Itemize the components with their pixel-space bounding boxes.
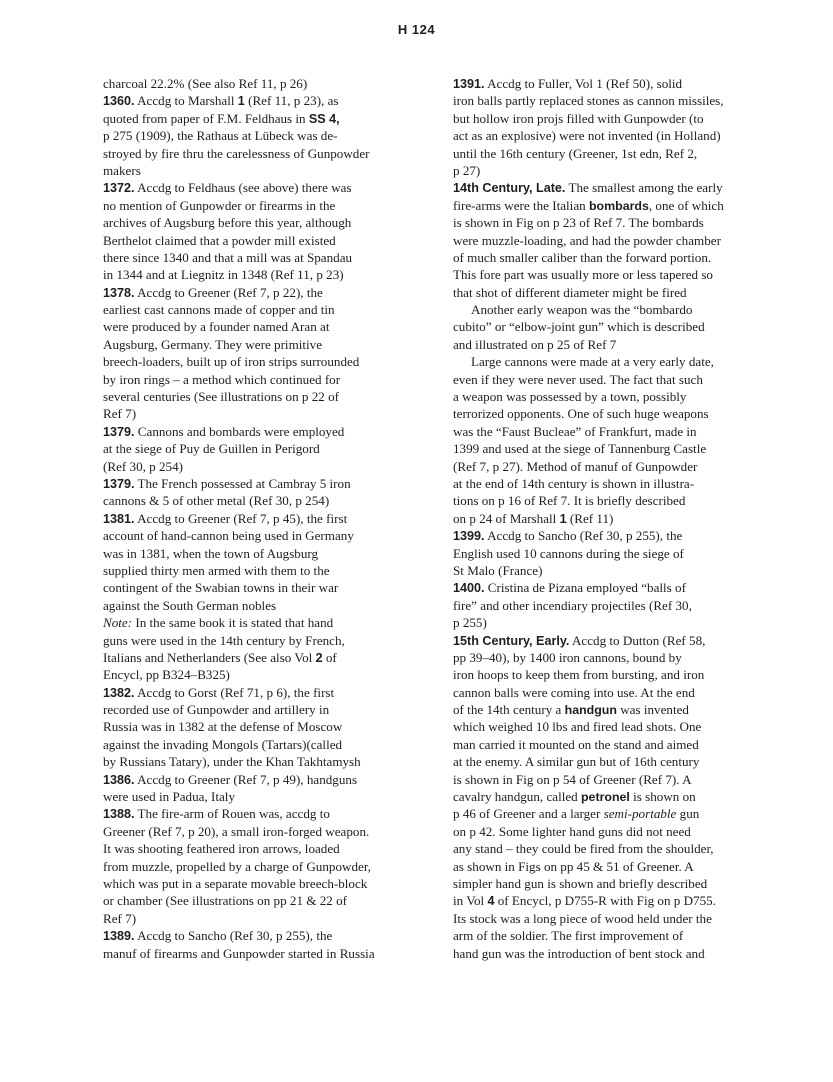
text-run: cavalry handgun, called bbox=[453, 789, 581, 805]
text-line bbox=[103, 75, 433, 92]
text-run: Accdg to Fuller, Vol 1 (Ref 50), solid bbox=[484, 76, 683, 91]
text-run: gun bbox=[676, 806, 700, 822]
text-run: (Ref 11) bbox=[566, 510, 614, 526]
text-run: Russia was in 1382 at the defense of Moscow bbox=[103, 719, 343, 735]
text-run: Accdg to Feldhaus (see above) there was bbox=[134, 180, 352, 196]
text-run: In the same book it is stated that hand bbox=[132, 615, 334, 631]
text-line bbox=[453, 701, 783, 718]
text-line bbox=[103, 684, 433, 701]
text-run: by Russians Tatary), under the Khan Takhtamysh bbox=[103, 754, 361, 770]
text-line bbox=[103, 510, 433, 527]
text-line bbox=[103, 214, 433, 231]
text-run: by iron rings – a method which continued for bbox=[103, 371, 341, 387]
text-line bbox=[453, 945, 783, 962]
text-run: (Ref 11, p 23), as bbox=[244, 93, 339, 109]
text-run: account of hand-cannon being used in Germany bbox=[103, 528, 354, 544]
entry-heading: 1360. bbox=[103, 94, 135, 109]
text-line bbox=[453, 266, 783, 283]
text-line bbox=[103, 632, 433, 649]
text-run: man carried it mounted on the stand and aimed bbox=[453, 736, 699, 752]
text-run: of much smaller caliber than the forward portion. bbox=[453, 249, 712, 265]
text-line bbox=[453, 440, 783, 457]
text-line bbox=[103, 388, 433, 405]
text-line bbox=[453, 858, 783, 875]
text-run: any stand – they could be fired from the shoulder, bbox=[453, 841, 714, 857]
text-line bbox=[453, 597, 783, 614]
text-run: p 46 of Greener and a larger bbox=[453, 806, 604, 822]
text-run: of the 14th century a bbox=[453, 702, 565, 718]
text-line bbox=[453, 371, 783, 388]
text-line bbox=[453, 892, 783, 909]
text-run: Large cannons were made at a very early date, bbox=[471, 354, 714, 370]
entry-heading: 1400. bbox=[453, 581, 485, 596]
text-run: no mention of Gunpowder or firearms in the bbox=[103, 197, 336, 213]
entry-heading: 1389. bbox=[103, 929, 135, 944]
text-line bbox=[103, 579, 433, 596]
text-line bbox=[453, 492, 783, 509]
text-line bbox=[453, 214, 783, 231]
text-run: in Vol bbox=[453, 893, 488, 909]
text-run: was in 1381, when the town of Augsburg bbox=[103, 545, 319, 561]
text-run: (Ref 30, p 254) bbox=[103, 458, 184, 474]
text-run: against the invading Mongols (Tartars)(called bbox=[103, 736, 343, 752]
text-run: hand gun was the introduction of bent stock and bbox=[453, 945, 705, 961]
text-line bbox=[103, 284, 433, 301]
text-line bbox=[103, 197, 433, 214]
text-run: Accdg to Gorst (Ref 71, p 6), the first bbox=[134, 684, 335, 700]
text-line bbox=[103, 440, 433, 457]
text-line bbox=[453, 545, 783, 562]
text-run: handgun bbox=[564, 703, 617, 718]
text-run: Accdg to Dutton (Ref 58, bbox=[569, 632, 706, 648]
text-run: p 27) bbox=[453, 162, 481, 178]
entry-heading: 1 bbox=[559, 511, 567, 526]
text-run: p 255) bbox=[453, 615, 487, 631]
text-line bbox=[103, 110, 433, 127]
text-line bbox=[453, 579, 783, 596]
entry-heading: 1382. bbox=[103, 685, 135, 700]
text-line bbox=[453, 562, 783, 579]
text-run: 1399 and used at the siege of Tannenburg Castle bbox=[453, 441, 707, 457]
text-run: and illustrated on p 25 of Ref 7 bbox=[453, 336, 617, 352]
text-run: from muzzle, propelled by a charge of Gunpowder, bbox=[103, 858, 371, 874]
text-line bbox=[453, 927, 783, 944]
text-line bbox=[453, 249, 783, 266]
text-line bbox=[453, 232, 783, 249]
text-run: Italians and Netherlanders (See also Vol bbox=[103, 649, 316, 665]
text-line bbox=[103, 492, 433, 509]
text-line bbox=[103, 666, 433, 683]
text-run: earliest cast cannons made of copper and tin bbox=[103, 302, 335, 318]
text-line bbox=[103, 805, 433, 822]
text-run: a weapon was possessed by a town, possibly bbox=[453, 389, 687, 405]
text-line bbox=[453, 527, 783, 544]
text-run: iron balls partly replaced stones as cannon missiles, bbox=[453, 93, 724, 109]
text-line bbox=[103, 179, 433, 196]
text-line bbox=[103, 718, 433, 735]
text-line bbox=[103, 753, 433, 770]
text-run: Cristina de Pizana employed “balls of bbox=[484, 580, 686, 596]
left-column bbox=[103, 75, 433, 962]
text-line bbox=[103, 945, 433, 962]
text-line bbox=[103, 840, 433, 857]
text-line bbox=[453, 336, 783, 353]
text-line bbox=[453, 510, 783, 527]
text-run: was invented bbox=[616, 702, 689, 718]
text-line bbox=[103, 336, 433, 353]
text-run: Another early weapon was the “bombardo bbox=[471, 302, 693, 318]
text-run: Its stock was a long piece of wood held under the bbox=[453, 910, 712, 926]
text-run: simpler hand gun is shown and briefly described bbox=[453, 875, 708, 891]
text-run: at the siege of Puy de Guillen in Perigord bbox=[103, 441, 320, 457]
text-run: was the “Faust Bucleae” of Frankfurt, made in bbox=[453, 423, 697, 439]
text-run: fire-arms were the Italian bbox=[453, 197, 589, 213]
text-run: pp 39–40), by 1400 iron cannons, bound by bbox=[453, 649, 682, 665]
text-run: English used 10 cannons during the siege of bbox=[453, 545, 684, 561]
text-run: The fire-arm of Rouen was, accdg to bbox=[134, 806, 330, 822]
text-line bbox=[453, 649, 783, 666]
text-run: iron hoops to keep them from bursting, and iron bbox=[453, 667, 705, 683]
text-run: of bbox=[322, 649, 337, 665]
entry-heading: 1399. bbox=[453, 529, 485, 544]
text-line bbox=[453, 388, 783, 405]
text-run: that shot of different diameter might be fired bbox=[453, 284, 687, 300]
text-line bbox=[103, 910, 433, 927]
text-run: The French possessed at Cambray 5 iron bbox=[134, 475, 351, 491]
text-line bbox=[103, 423, 433, 440]
text-line bbox=[103, 458, 433, 475]
entry-heading: 4 bbox=[487, 894, 495, 909]
text-run: were used in Padua, Italy bbox=[103, 789, 235, 805]
text-run: St Malo (France) bbox=[453, 562, 543, 578]
text-run: The smallest among the early bbox=[565, 180, 723, 196]
text-run: charcoal 22.2% (See also Ref 11, p 26) bbox=[103, 76, 308, 91]
text-line bbox=[103, 875, 433, 892]
text-line bbox=[103, 353, 433, 370]
text-run: is shown in Fig on p 54 of Greener (Ref 7). A bbox=[453, 771, 692, 787]
text-run: semi-portable bbox=[603, 806, 677, 822]
text-run: is shown on bbox=[629, 789, 696, 805]
text-line bbox=[453, 145, 783, 162]
text-run: Accdg to Sancho (Ref 30, p 255), the bbox=[484, 528, 683, 544]
text-line bbox=[103, 371, 433, 388]
text-line bbox=[453, 197, 783, 214]
text-run: or chamber (See illustrations on pp 21 & 22 of bbox=[103, 893, 348, 909]
text-run: there since 1340 and that a mill was at Spandau bbox=[103, 249, 353, 265]
text-line bbox=[453, 127, 783, 144]
text-line bbox=[453, 718, 783, 735]
text-line bbox=[453, 788, 783, 805]
text-line bbox=[103, 649, 433, 666]
entry-heading: 1388. bbox=[103, 807, 135, 822]
text-run: is shown in Fig on p 23 of Ref 7. The bombards bbox=[453, 215, 704, 231]
text-run: supplied thirty men armed with them to the bbox=[103, 562, 330, 578]
text-line bbox=[453, 301, 783, 318]
page-number: H 124 bbox=[397, 22, 436, 37]
text-line bbox=[103, 145, 433, 162]
text-run: as shown in Figs on pp 45 & 51 of Greener. A bbox=[453, 858, 694, 874]
text-run: which was put in a separate movable breech-block bbox=[103, 875, 368, 891]
text-run: It was shooting feathered iron arrows, loaded bbox=[103, 841, 340, 857]
text-run: but hollow iron projs filled with Gunpowder (to bbox=[453, 110, 704, 126]
text-line bbox=[453, 162, 783, 179]
text-run: Ref 7) bbox=[103, 910, 137, 926]
text-run: Encycl, pp B324–B325) bbox=[103, 667, 230, 683]
text-line bbox=[453, 805, 783, 822]
entry-heading: 1386. bbox=[103, 772, 135, 787]
text-line bbox=[453, 684, 783, 701]
text-line bbox=[103, 788, 433, 805]
text-line bbox=[103, 562, 433, 579]
text-run: , one of which bbox=[648, 197, 724, 213]
text-run: stroyed by fire thru the carelessness of Gunpowder bbox=[103, 145, 370, 161]
text-line bbox=[103, 92, 433, 109]
text-run: at the end of 14th century is shown in illustra- bbox=[453, 475, 695, 491]
text-line bbox=[103, 771, 433, 788]
text-line bbox=[453, 736, 783, 753]
text-run: terrorized opponents. One of such huge weapons bbox=[453, 406, 709, 422]
text-run: quoted from paper of F.M. Feldhaus in bbox=[103, 110, 309, 126]
text-run: petronel bbox=[580, 790, 630, 805]
text-line bbox=[453, 475, 783, 492]
text-run: which weighed 10 lbs and fired lead shots. One bbox=[453, 719, 702, 735]
text-line bbox=[103, 127, 433, 144]
text-line bbox=[453, 875, 783, 892]
text-run: Ref 7) bbox=[103, 406, 137, 422]
text-line bbox=[103, 162, 433, 179]
text-run: Accdg to Greener (Ref 7, p 49), handguns bbox=[134, 771, 358, 787]
text-run: of Encycl, p D755-R with Fig on p D755. bbox=[494, 893, 716, 909]
text-run: Note: bbox=[103, 615, 133, 631]
text-run: bombards bbox=[588, 198, 649, 213]
text-line bbox=[103, 823, 433, 840]
text-line bbox=[453, 823, 783, 840]
text-run: manuf of firearms and Gunpowder started in Russia bbox=[103, 945, 375, 961]
text-line bbox=[103, 597, 433, 614]
text-line bbox=[453, 92, 783, 109]
text-run: makers bbox=[103, 162, 141, 178]
text-run: were muzzle-loading, and had the powder chamber bbox=[453, 232, 721, 248]
text-line bbox=[103, 475, 433, 492]
text-line bbox=[453, 753, 783, 770]
text-run: p 275 (1909), the Rathaus at Lübeck was de- bbox=[103, 128, 338, 144]
text-line bbox=[453, 614, 783, 631]
text-run: This fore part was usually more or less tapered so bbox=[453, 267, 713, 283]
text-run: cubito” or “elbow-joint gun” which is described bbox=[453, 319, 705, 335]
text-run: until the 16th century (Greener, 1st edn, Ref 2, bbox=[453, 145, 698, 161]
text-line bbox=[103, 545, 433, 562]
text-line bbox=[103, 892, 433, 909]
entry-heading: 1378. bbox=[103, 285, 135, 300]
text-line bbox=[453, 771, 783, 788]
text-run: on p 24 of Marshall bbox=[453, 510, 560, 526]
text-line bbox=[103, 736, 433, 753]
text-run: archives of Augsburg before this year, although bbox=[103, 215, 352, 231]
text-run: several centuries (See illustrations on p 22 of bbox=[103, 389, 339, 405]
text-line bbox=[103, 858, 433, 875]
text-line bbox=[453, 318, 783, 335]
text-run: guns were used in the 14th century by French, bbox=[103, 632, 345, 648]
text-run: contingent of the Swabian towns in their war bbox=[103, 580, 339, 596]
entry-heading: 15th Century, Early. bbox=[453, 633, 570, 648]
text-run: Berthelot claimed that a powder mill existed bbox=[103, 232, 336, 248]
entry-heading: 1379. bbox=[103, 424, 135, 439]
text-run: Accdg to Sancho (Ref 30, p 255), the bbox=[134, 928, 333, 944]
text-run: against the South German nobles bbox=[103, 597, 277, 613]
text-run: Greener (Ref 7, p 20), a small iron-forged weapon. bbox=[103, 823, 370, 839]
text-line bbox=[103, 927, 433, 944]
text-run: cannon balls were coming into use. At the end bbox=[453, 684, 695, 700]
text-run: on p 42. Some lighter hand guns did not need bbox=[453, 823, 691, 839]
text-line bbox=[453, 458, 783, 475]
text-line bbox=[453, 666, 783, 683]
text-line bbox=[453, 353, 783, 370]
text-line bbox=[453, 405, 783, 422]
text-line bbox=[103, 318, 433, 335]
entry-heading: 1391. bbox=[453, 77, 485, 91]
text-line bbox=[103, 249, 433, 266]
text-line bbox=[453, 75, 783, 92]
text-run: recorded use of Gunpowder and artillery in bbox=[103, 702, 330, 718]
text-run: act as an explosive) were not invented (in Holland) bbox=[453, 128, 721, 144]
text-run: in 1344 and at Liegnitz in 1348 (Ref 11, p 23) bbox=[103, 267, 344, 283]
entry-heading: 2 bbox=[315, 650, 323, 665]
text-run: Cannons and bombards were employed bbox=[134, 423, 345, 439]
text-line bbox=[103, 301, 433, 318]
text-run: were produced by a founder named Aran at bbox=[103, 319, 330, 335]
text-run: at the enemy. A similar gun but of 16th century bbox=[453, 754, 700, 770]
text-line bbox=[453, 840, 783, 857]
text-line bbox=[453, 110, 783, 127]
entry-heading: SS 4, bbox=[308, 111, 340, 126]
text-line bbox=[453, 179, 783, 196]
entry-heading: 14th Century, Late. bbox=[453, 181, 566, 196]
right-column bbox=[453, 75, 783, 962]
text-line bbox=[103, 527, 433, 544]
text-line bbox=[453, 910, 783, 927]
text-line bbox=[453, 423, 783, 440]
text-line bbox=[103, 232, 433, 249]
text-run: arm of the soldier. The first improvement of bbox=[453, 928, 684, 944]
text-run: Accdg to Greener (Ref 7, p 45), the first bbox=[134, 510, 348, 526]
text-run: even if they were never used. The fact that such bbox=[453, 371, 703, 387]
text-line bbox=[103, 405, 433, 422]
text-run: fire” and other incendiary projectiles (Ref 30, bbox=[453, 597, 692, 613]
entry-heading: 1381. bbox=[103, 511, 135, 526]
text-line bbox=[103, 614, 433, 631]
entry-heading: 1379. bbox=[103, 476, 135, 491]
text-line bbox=[103, 701, 433, 718]
text-run: breech-loaders, built up of iron strips surrounded bbox=[103, 354, 360, 370]
text-line bbox=[453, 632, 783, 649]
text-run: Accdg to Greener (Ref 7, p 22), the bbox=[134, 284, 323, 300]
text-line bbox=[453, 284, 783, 301]
text-run: tions on p 16 of Ref 7. It is briefly described bbox=[453, 493, 686, 509]
text-run: Accdg to Marshall bbox=[134, 93, 238, 109]
entry-heading: 1 bbox=[237, 94, 245, 109]
entry-heading: 1372. bbox=[103, 181, 135, 196]
text-line bbox=[103, 266, 433, 283]
text-run: (Ref 7, p 27). Method of manuf of Gunpowder bbox=[453, 458, 698, 474]
text-run: Augsburg, Germany. They were primitive bbox=[103, 336, 323, 352]
text-run: cannons & 5 of other metal (Ref 30, p 254) bbox=[103, 493, 330, 509]
